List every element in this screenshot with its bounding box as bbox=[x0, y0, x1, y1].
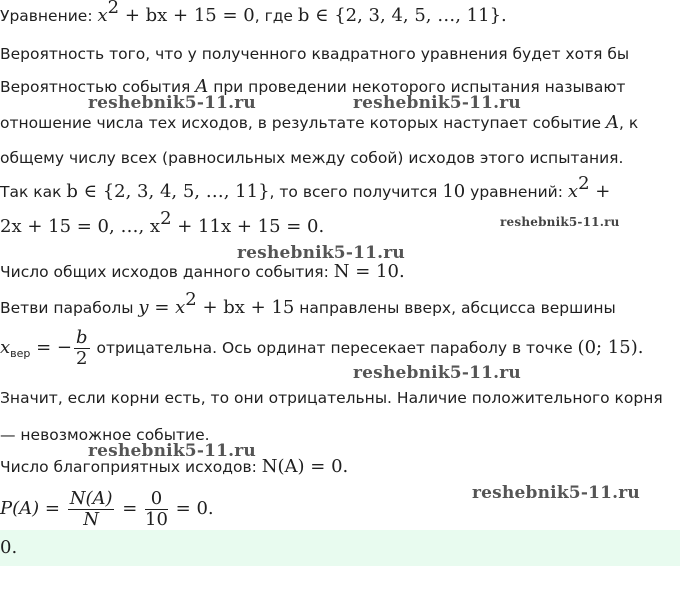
superscript: 2 bbox=[578, 173, 590, 194]
line-equations-count bbox=[0, 173, 680, 204]
math: x bbox=[97, 5, 108, 26]
fraction-b-over-2 bbox=[74, 328, 90, 369]
text: отрицательна. Ось ординат пересекает параболу в точке bbox=[91, 339, 578, 357]
numerator: 0 bbox=[145, 489, 168, 510]
fraction-na-over-n bbox=[68, 489, 115, 530]
superscript: 2 bbox=[160, 208, 172, 229]
math: P(A) = bbox=[0, 498, 66, 519]
math: + bx + 15 bbox=[196, 297, 295, 318]
math: + bbox=[589, 181, 611, 202]
text: , к bbox=[619, 114, 639, 132]
watermark: reshebnik5-11.ru bbox=[353, 93, 521, 113]
line-roots-negative: Значит, если корни есть, то они отрицательны. Наличие положительного корня bbox=[0, 389, 663, 407]
line-probability-question: Вероятность того, что у полученного квадратного уравнения будет хотя бы bbox=[0, 45, 630, 63]
text: Число общих исходов данного события: bbox=[0, 263, 334, 281]
answer-box: 0. bbox=[0, 530, 680, 566]
math: 2x + 15 = 0, …, x bbox=[0, 216, 161, 237]
text: отношение числа тех исходов, в результате которых наступает событие bbox=[0, 114, 607, 132]
watermark: reshebnik5-11.ru bbox=[500, 215, 620, 229]
math: A bbox=[195, 76, 209, 97]
watermark: reshebnik5-11.ru bbox=[88, 441, 256, 461]
text: уравнений: bbox=[465, 183, 568, 201]
line-definition-2 bbox=[0, 111, 680, 135]
superscript: 2 bbox=[107, 0, 120, 18]
text: направлены вверх, абсцисса вершины bbox=[294, 299, 616, 317]
numerator: N(A) bbox=[69, 488, 113, 509]
math: b ∈ {2, 3, 4, 5, …, 11} bbox=[66, 181, 270, 202]
numerator: b bbox=[76, 327, 88, 348]
watermark: reshebnik5-11.ru bbox=[472, 483, 640, 503]
text: Уравнение: bbox=[0, 7, 93, 25]
math: y = x bbox=[138, 297, 186, 318]
superscript: 2 bbox=[185, 289, 197, 310]
line-definition-3: общему числу всех (равносильных между собой) исходов этого испытания. bbox=[0, 149, 624, 167]
math: = bbox=[116, 498, 144, 519]
text: Вероятностью события bbox=[0, 78, 196, 96]
math: b ∈ {2, 3, 4, 5, …, 11}. bbox=[297, 5, 507, 26]
math: + bx + 15 = 0 bbox=[119, 5, 255, 26]
math: = − bbox=[30, 337, 72, 358]
line-impossible-event: — невозможное событие. bbox=[0, 426, 210, 444]
watermark: reshebnik5-11.ru bbox=[353, 363, 521, 383]
math: + 11x + 15 = 0. bbox=[171, 216, 325, 237]
line-equation bbox=[0, 0, 680, 28]
text: , где bbox=[254, 7, 298, 25]
math: x bbox=[567, 181, 579, 202]
fraction-0-over-10 bbox=[145, 489, 168, 530]
denominator: N bbox=[83, 509, 99, 530]
subscript: вер bbox=[10, 347, 31, 360]
line-total-outcomes bbox=[0, 260, 680, 284]
math: = 0. bbox=[169, 498, 214, 519]
text: , то всего получится bbox=[269, 183, 443, 201]
text: при проведении некоторого испытания называют bbox=[208, 78, 626, 96]
math: N(A) = 0. bbox=[261, 456, 349, 477]
denominator: 2 bbox=[76, 348, 88, 369]
math: (0; 15). bbox=[577, 337, 644, 358]
line-parabola bbox=[0, 289, 680, 320]
math: N = 10. bbox=[333, 261, 405, 282]
math: 10 bbox=[442, 181, 466, 202]
text: Так как bbox=[0, 183, 67, 201]
math: A bbox=[606, 112, 620, 133]
math: x bbox=[0, 337, 11, 358]
text: Число благоприятных исходов: bbox=[0, 458, 262, 476]
watermark: reshebnik5-11.ru bbox=[88, 93, 256, 113]
line-vertex bbox=[0, 324, 680, 378]
text: Ветви параболы bbox=[0, 299, 139, 317]
denominator: 10 bbox=[145, 509, 168, 530]
watermark: reshebnik5-11.ru bbox=[237, 243, 405, 263]
